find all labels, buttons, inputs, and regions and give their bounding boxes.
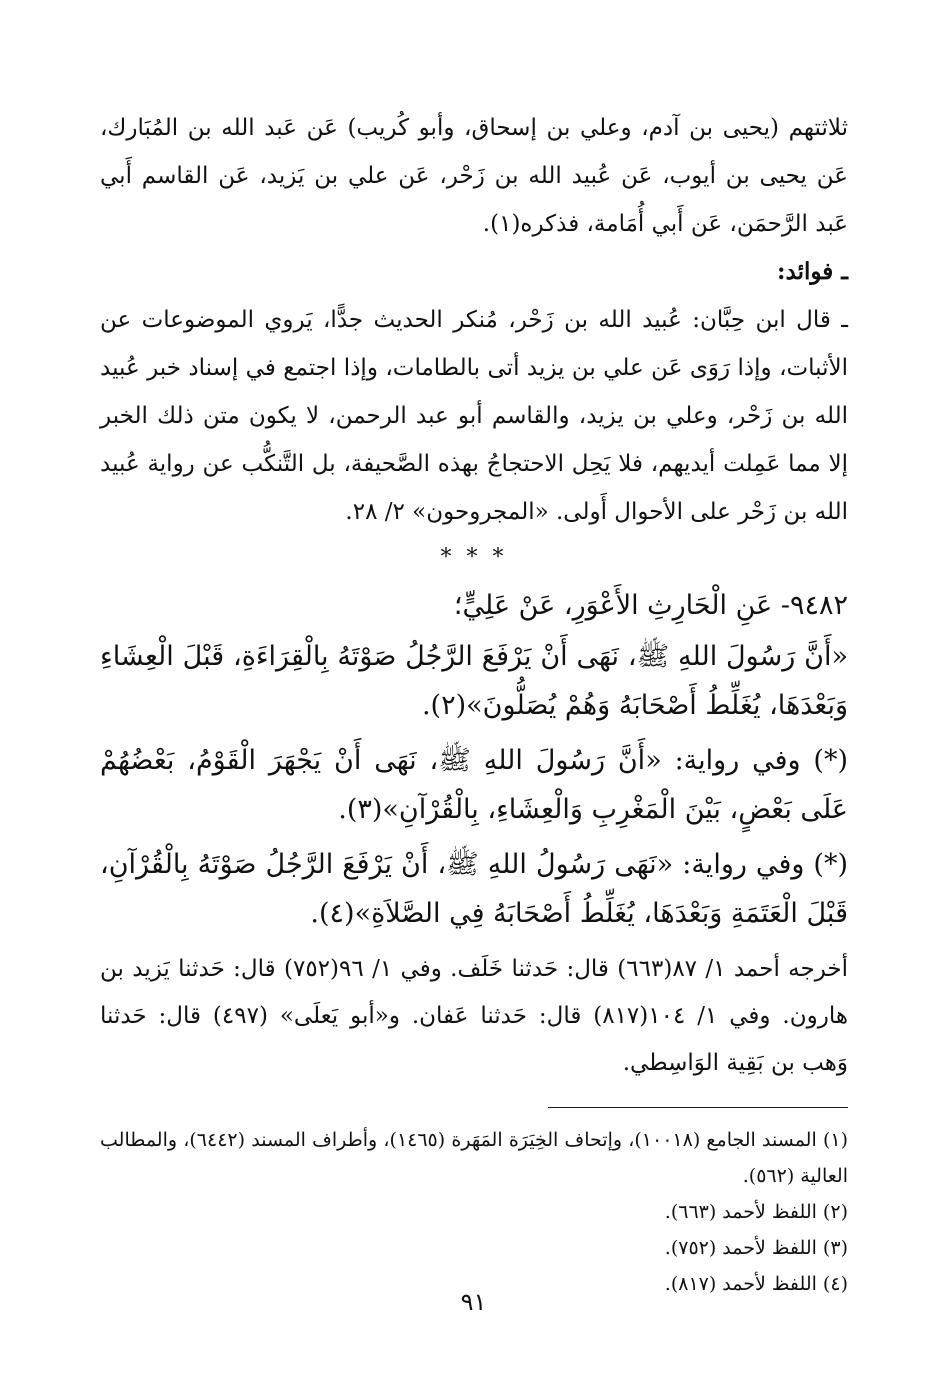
footnote-4: (٤) اللفظ لأحمد (٨١٧). <box>664 1273 848 1295</box>
page-body <box>100 104 848 1344</box>
page-number: ٩١ <box>460 1288 487 1316</box>
benefits-heading: ـ فوائد: <box>777 258 848 285</box>
takhrij-paragraph: أخرجه أحمد ١/ ٨٧(٦٦٣) قال: حَدثنا خَلَف. وفي ١/ ٩٦(٧٥٢) قال: حَدثنا يَزيد بن هارون. وفي ١/ ١٠٤(٨١٧) قال: حَدثنا عَفان. و«أبو يَعلَى» (٤٩٧) قال: حَدثنا وَهب بن بَقِية الوَاسِطي. <box>100 956 849 1076</box>
footnote-3: (٣) اللفظ لأحمد (٧٥٢). <box>664 1237 848 1259</box>
footnote-divider <box>548 1107 848 1108</box>
footnote-1: (١) المسند الجامع (١٠٠١٨)، وإتحاف الخِيَرَة المَهَرة (١٤٦٥)، وأطراف المسند (٦٤٤٢)، والمطالب العالية (٥٦٢). <box>100 1129 848 1187</box>
hadith-text: «أَنَّ رَسُولَ اللهِ ﷺ، نَهَى أَنْ يَرْفَعَ الرَّجُلُ صَوْتَهُ بِالْقِرَاءَةِ، قَبْلَ الْعِشَاءِ وَبَعْدَهَا، يُغَلِّطُ أَصْحَابَهُ وَهُمْ يُصَلُّونَ»(٢). <box>100 641 848 721</box>
hadith-variant-1: (*) وفي رواية: «أَنَّ رَسُولَ اللهِ ﷺ، نَهَى أَنْ يَجْهَرَ الْقَوْمُ، بَعْضُهُمْ عَلَى بَعْضٍ، بَيْنَ الْمَغْرِبِ وَالْعِشَاءِ، بِالْقُرْآنِ»(٣). <box>100 745 848 825</box>
hadith-variant-2: (*) وفي رواية: «نَهَى رَسُولُ اللهِ ﷺ، أَنْ يَرْفَعَ الرَّجُلُ صَوْتَهُ بِالْقُرْآنِ، قَبْلَ الْعَتَمَةِ وَبَعْدَهَا، يُغَلِّطُ أَصْحَابَهُ فِي الصَّلاَةِ»(٤). <box>100 849 848 929</box>
benefits-paragraph: ـ قال ابن حِبَّان: عُبيد الله بن زَحْر، مُنكر الحديث جدًّا، يَروي الموضوعات عن الأثبات، وإذا رَوَى عَن علي بن يزيد أتى بالطامات، وإذا اجتمع في إسناد خبر عُبيد الله بن زَحْر، وعلي بن يزيد، والقاسم أبو عبد الرحمن، لا يكون متن ذلك الخبر إلا مما عَمِلت أيديهم، فلا يَحِل الاحتجاجُ بهذه الصَّحيفة، بل التَّنكُّب عن رواية عُبيد الله بن زَحْر على الأحوال أَولى. «المجروحون» ٢/ ٢٨. <box>100 307 848 525</box>
section-separator: * * * <box>440 545 508 570</box>
hadith-title: ٩٤٨٢- عَنِ الْحَارِثِ الأَعْوَرِ، عَنْ عَلِيٍّ؛ <box>453 590 848 621</box>
footnote-2: (٢) اللفظ لأحمد (٦٦٣). <box>664 1201 848 1223</box>
intro-paragraph: ثلاثتهم (يحيى بن آدم، وعلي بن إسحاق، وأبو كُريب) عَن عَبد الله بن المُبَارك، عَن يحيى بن أيوب، عَن عُبيد الله بن زَحْر، عَن علي بن يَزيد، عَن القاسم أَبي عَبد الرَّحمَن، عَن أَبي أُمَامة، فذكره(١). <box>100 115 848 237</box>
